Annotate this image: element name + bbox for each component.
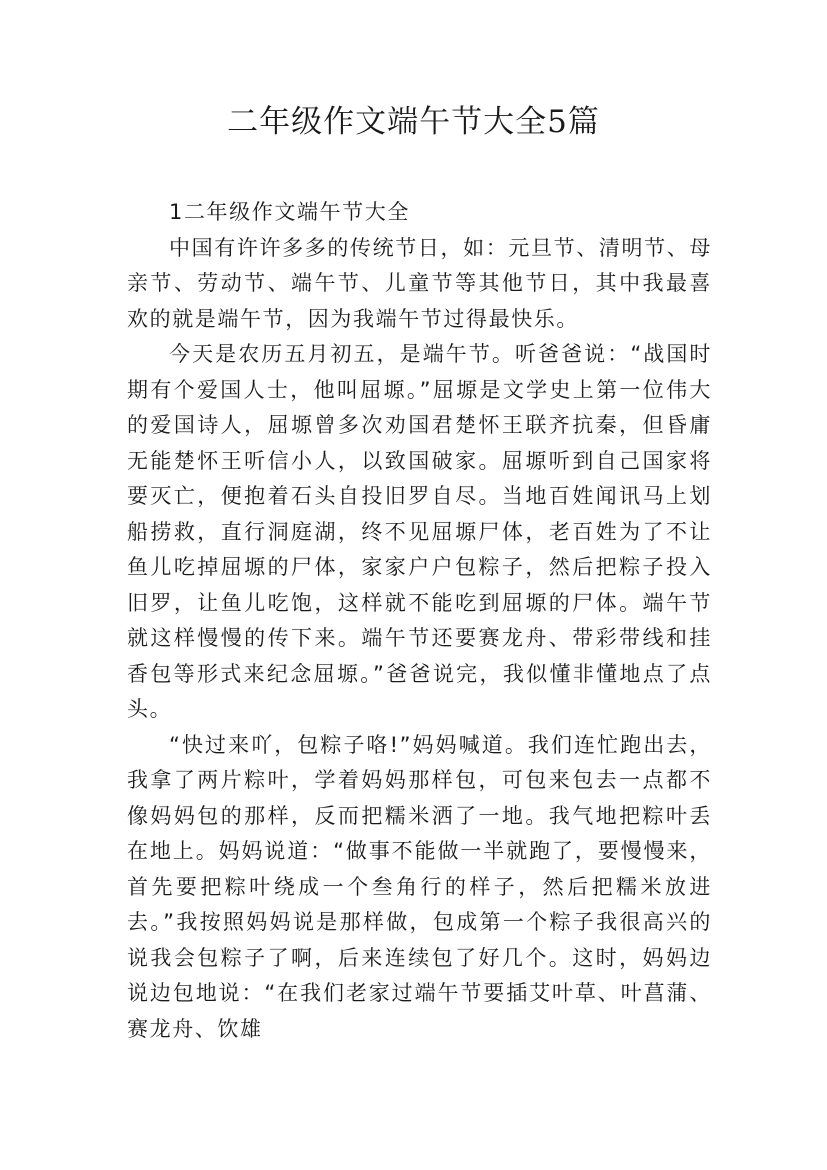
document-body xyxy=(127,195,712,1047)
paragraph-2: 今天是农历五月初五，是端午节。听爸爸说：“战国时期有个爱国人士，他叫屈塬。”屈塬是文学史上第一位伟大的爱国诗人，屈塬曾多次劝国君楚怀王联齐抗秦，但昏庸无能楚怀王听信小人，以致国破家。屈塬听到自己国家将要灭亡，便抱着石头自投旧罗自尽。当地百姓闻讯马上划船捞救，直行洞庭湖，终不见屈塬尸体，老百姓为了不让鱼儿吃掉屈塬的尸体，家家户户包粽子，然后把粽子投入旧罗，让鱼儿吃饱，这样就不能吃到屈塬的尸体。端午节就这样慢慢的传下来。端午节还要赛龙舟、带彩带线和挂香包等形式来纪念屈塬。”爸爸说完，我似懂非懂地点了点头。 xyxy=(127,342,712,721)
paragraph-1: 中国有许许多多的传统节日，如：元旦节、清明节、母亲节、劳动节、端午节、儿童节等其他节日，其中我最喜欢的就是端午节，因为我端午节过得最快乐。 xyxy=(127,235,712,331)
paragraph-3: “快过来吖，包粽子咯!”妈妈喊道。我们连忙跑出去，我拿了两片粽叶，学着妈妈那样包，可包来包去一点都不像妈妈包的那样，反而把糯米洒了一地。我气地把粽叶丢在地上。妈妈说道：“做事不能做一半就跑了，要慢慢来，首先要把粽叶绕成一个叁角行的样子，然后把糯米放进去。”我按照妈妈说是那样做，包成第一个粽子我很高兴的说我会包粽子了啊，后来连续包了好几个。这时，妈妈边说边包地说：“在我们老家过端午节要插艾叶草、叶菖蒲、赛龙舟、饮雄 xyxy=(127,732,712,1041)
document-title: 二年级作文端午节大全5篇 xyxy=(227,104,600,140)
section-heading: 1二年级作文端午节大全 xyxy=(169,200,410,224)
